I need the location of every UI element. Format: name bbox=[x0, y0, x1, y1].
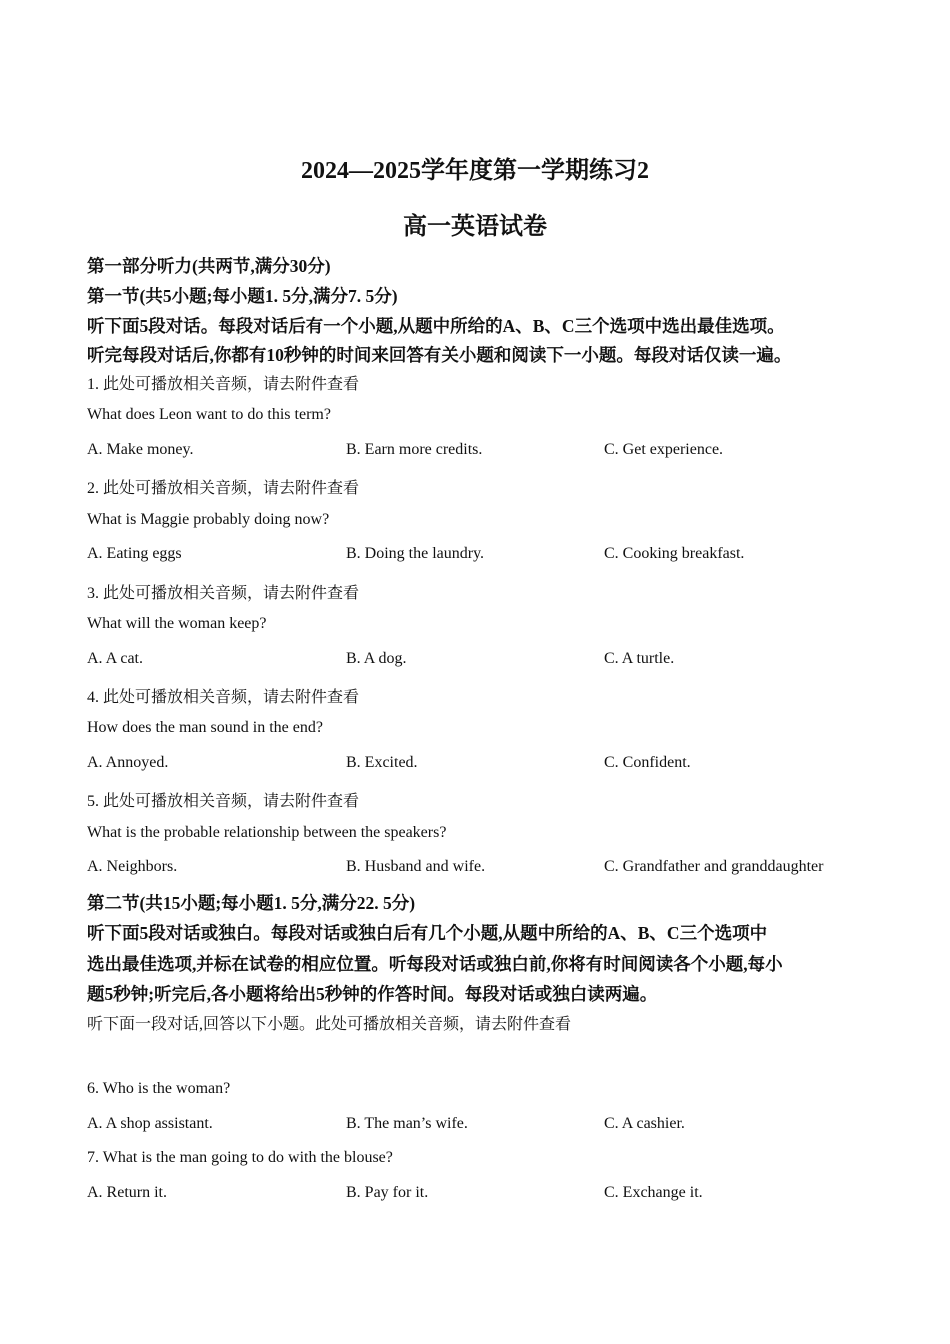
question-stem: How does the man sound in the end? bbox=[87, 719, 323, 736]
section2-heading: 第二节(共15小题;每小题1. 5分,满分22. 5分) bbox=[87, 893, 416, 913]
section2-instruction-line: 题5秒钟;听完后,各小题将给出5秒钟的作答时间。每段对话或独白读两遍。 bbox=[87, 984, 658, 1004]
option-a: A. Annoyed. bbox=[87, 754, 169, 771]
audio-placeholder: 3. 此处可播放相关音频，请去附件查看 bbox=[87, 585, 360, 602]
option-a: A. Eating eggs bbox=[87, 545, 182, 562]
option-b: B. Excited. bbox=[346, 754, 418, 771]
part1-heading: 第一部分听力(共两节,满分30分) bbox=[87, 256, 331, 276]
section2-instruction-line: 听下面5段对话或独白。每段对话或独白后有几个小题,从题中所给的A、B、C三个选项中 bbox=[87, 923, 768, 943]
option-b: B. Earn more credits. bbox=[346, 441, 483, 458]
option-c: C. Confident. bbox=[604, 754, 691, 771]
option-b: B. The man’s wife. bbox=[346, 1115, 468, 1132]
question-stem: What is Maggie probably doing now? bbox=[87, 511, 330, 528]
section1-instruction-line: 听完每段对话后,你都有10秒钟的时间来回答有关小题和阅读下一小题。每段对话仅读一遍。 bbox=[87, 345, 792, 365]
question-stem: What is the probable relationship between the speakers? bbox=[87, 824, 447, 841]
exam-title: 2024—2025学年度第一学期练习2 bbox=[301, 158, 649, 184]
question-stem: 6. Who is the woman? bbox=[87, 1080, 231, 1097]
option-c: C. A cashier. bbox=[604, 1115, 685, 1132]
option-a: A. Return it. bbox=[87, 1184, 167, 1201]
question-stem: What does Leon want to do this term? bbox=[87, 406, 331, 423]
section2-instruction-line: 选出最佳选项,并标在试卷的相应位置。听每段对话或独白前,你将有时间阅读各个小题,每小 bbox=[87, 954, 783, 974]
option-a: A. Make money. bbox=[87, 441, 194, 458]
option-c: C. Exchange it. bbox=[604, 1184, 703, 1201]
audio-placeholder: 听下面一段对话,回答以下小题。此处可播放相关音频，请去附件查看 bbox=[87, 1016, 572, 1033]
option-a: A. A cat. bbox=[87, 650, 143, 667]
question-stem: 7. What is the man going to do with the blouse? bbox=[87, 1149, 393, 1166]
audio-placeholder: 1. 此处可播放相关音频，请去附件查看 bbox=[87, 376, 360, 393]
option-c: C. A turtle. bbox=[604, 650, 675, 667]
audio-placeholder: 5. 此处可播放相关音频，请去附件查看 bbox=[87, 793, 360, 810]
option-b: B. Husband and wife. bbox=[346, 858, 486, 875]
section1-instruction-line: 听下面5段对话。每段对话后有一个小题,从题中所给的A、B、C三个选项中选出最佳选项。 bbox=[87, 316, 785, 336]
audio-placeholder: 4. 此处可播放相关音频，请去附件查看 bbox=[87, 689, 360, 706]
exam-subtitle: 高一英语试卷 bbox=[403, 214, 547, 240]
option-a: A. A shop assistant. bbox=[87, 1115, 213, 1132]
option-b: B. A dog. bbox=[346, 650, 407, 667]
option-c: C. Grandfather and granddaughter bbox=[604, 858, 824, 875]
option-c: C. Get experience. bbox=[604, 441, 724, 458]
section1-heading: 第一节(共5小题;每小题1. 5分,满分7. 5分) bbox=[87, 286, 398, 306]
option-a: A. Neighbors. bbox=[87, 858, 178, 875]
option-c: C. Cooking breakfast. bbox=[604, 545, 745, 562]
option-b: B. Pay for it. bbox=[346, 1184, 429, 1201]
option-b: B. Doing the laundry. bbox=[346, 545, 485, 562]
question-stem: What will the woman keep? bbox=[87, 615, 267, 632]
audio-placeholder: 2. 此处可播放相关音频，请去附件查看 bbox=[87, 480, 360, 497]
